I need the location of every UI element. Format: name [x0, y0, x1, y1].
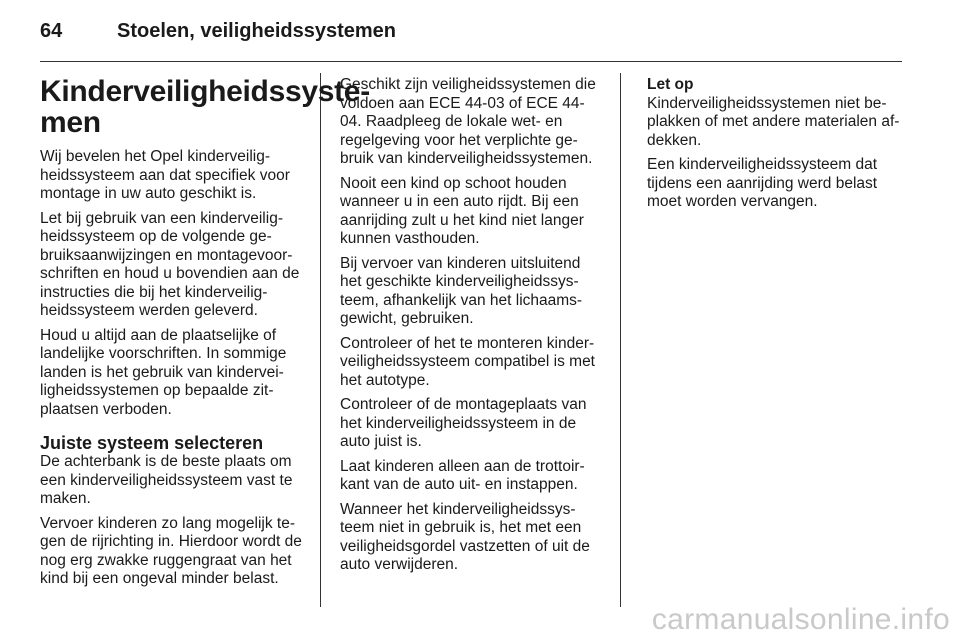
column-divider-2 [620, 73, 621, 607]
column-2 [340, 76, 606, 581]
paragraph: Laat kinderen alleen aan de trottoir- kant van de auto uit- en instappen. [340, 457, 585, 493]
header-divider [40, 61, 902, 62]
section-title-part-2: men [40, 106, 101, 139]
paragraph: Houd u altijd aan de plaatselijke of landelijke voorschriften. In sommige landen is het gebruik van kindervei- ligheidssystemen op bepaalde zit- plaatsen verboden. [40, 326, 287, 418]
note-title: Let op [647, 76, 694, 93]
paragraph: Vervoer kinderen zo lang mogelijk te- gen de rijrichting in. Hierdoor wordt de nog erg zwakke ruggengraat van het kind bij een ongeval minder belast. [40, 514, 302, 587]
column-divider-1 [320, 73, 321, 607]
paragraph: Een kinderveiligheidssysteem dat tijdens een aanrijding werd belast moet worden vervangen. [647, 156, 878, 210]
paragraph: Bij vervoer van kinderen uitsluitend het geschikte kinderveiligheidssys- teem, afhankelijk van het lichaams- gewicht, gebruiken. [340, 254, 583, 327]
paragraph: Controleer of de montageplaats van het kinderveiligheidssysteem in de auto juist is. [340, 396, 587, 450]
paragraph: Wanneer het kinderveiligheidssys- teem niet in gebruik is, het met een veiligheidsgordel vastzetten of uit de auto verwijderen. [340, 500, 590, 573]
paragraph: Controleer of het te monteren kinder- veiligheidssysteem compatibel is met het autotype. [340, 334, 595, 389]
paragraph: Let bij gebruik van een kinderveilig- heidssysteem op de volgende ge- bruiksaanwijzingen en montagevoor- schriften en houd u bovendien aan de instructies die bij het kinderveilig- heidssysteem werden geleverd. [40, 209, 300, 319]
page-number: 64 [40, 20, 63, 42]
section-title-part-1: Kinderveiligheidssyste- [40, 75, 370, 108]
watermark: carmanualsonline.info [651, 603, 950, 636]
paragraph: Kinderveiligheidssystemen niet be- plakken of met andere materialen af- dekken. [647, 94, 900, 149]
chapter-title: Stoelen, veiligheidssystemen [117, 20, 396, 42]
paragraph: Wij bevelen het Opel kinderveilig- heidssysteem aan dat specifiek voor montage in uw auto geschikt is. [40, 148, 290, 202]
paragraph: Nooit een kind op schoot houden wanneer u in een auto rijdt. Bij een aanrijding zult u het kind niet langer kunnen vasthouden. [340, 174, 584, 247]
paragraph: Geschikt zijn veiligheidssystemen die voldoen aan ECE 44-03 of ECE 44-04. Raadpleeg de lokale wet- en regelgeving voor het verplichte ge- bruik van kinderveiligheidssystemen. [340, 76, 596, 167]
section-title [40, 75, 370, 139]
column-3 [647, 76, 907, 218]
column-1 [40, 75, 370, 595]
subheading: Juiste systeem selecteren [40, 433, 264, 453]
paragraph: De achterbank is de beste plaats om een kinderveiligheidssysteem vast te maken. [40, 453, 293, 507]
